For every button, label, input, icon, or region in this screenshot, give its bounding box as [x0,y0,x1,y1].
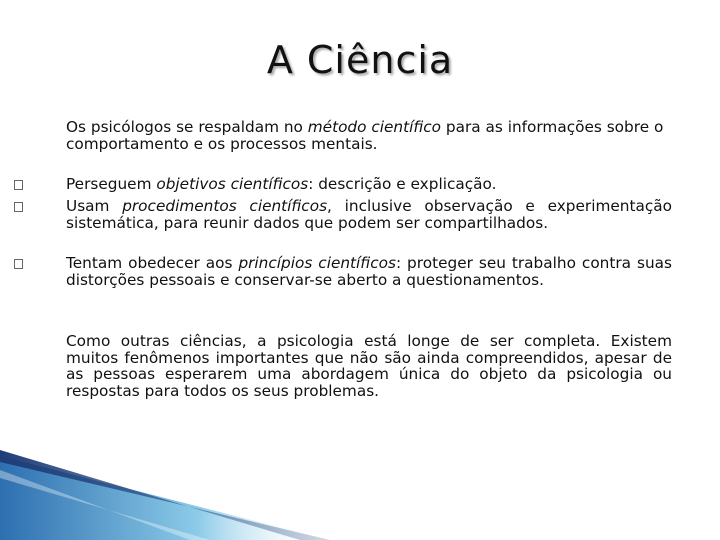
bullet-item: Usam procedimentos científicos, inclusive observação e experimentação sistemática, para reunir dados que podem ser compartilhados. [66,198,672,231]
bullet-box-icon [14,259,23,269]
slide-title: A Ciência [266,38,454,82]
bullet-item: Tentam obedecer aos princípios científicos: proteger seu trabalho contra suas distorções pessoais e conservar-se aberto a questionamentos. [66,255,672,288]
bullet-box-icon [14,202,23,212]
corner-decoration [0,440,720,540]
intro-paragraph: Os psicólogos se respaldam no método científico para as informações sobre o comportamento e os processos mentais. [66,118,664,153]
closing-paragraph: Como outras ciências, a psicologia está longe de ser completa. Existem muitos fenômenos importantes que não são ainda compreendidos, apesar de as pessoas esperarem uma abordagem única do objeto da psicologia ou respostas para todos os seus problemas. [66,332,672,400]
bullet-item: Perseguem objetivos científicos: descrição e explicação. [66,176,672,193]
bullet-box-icon [14,180,23,190]
